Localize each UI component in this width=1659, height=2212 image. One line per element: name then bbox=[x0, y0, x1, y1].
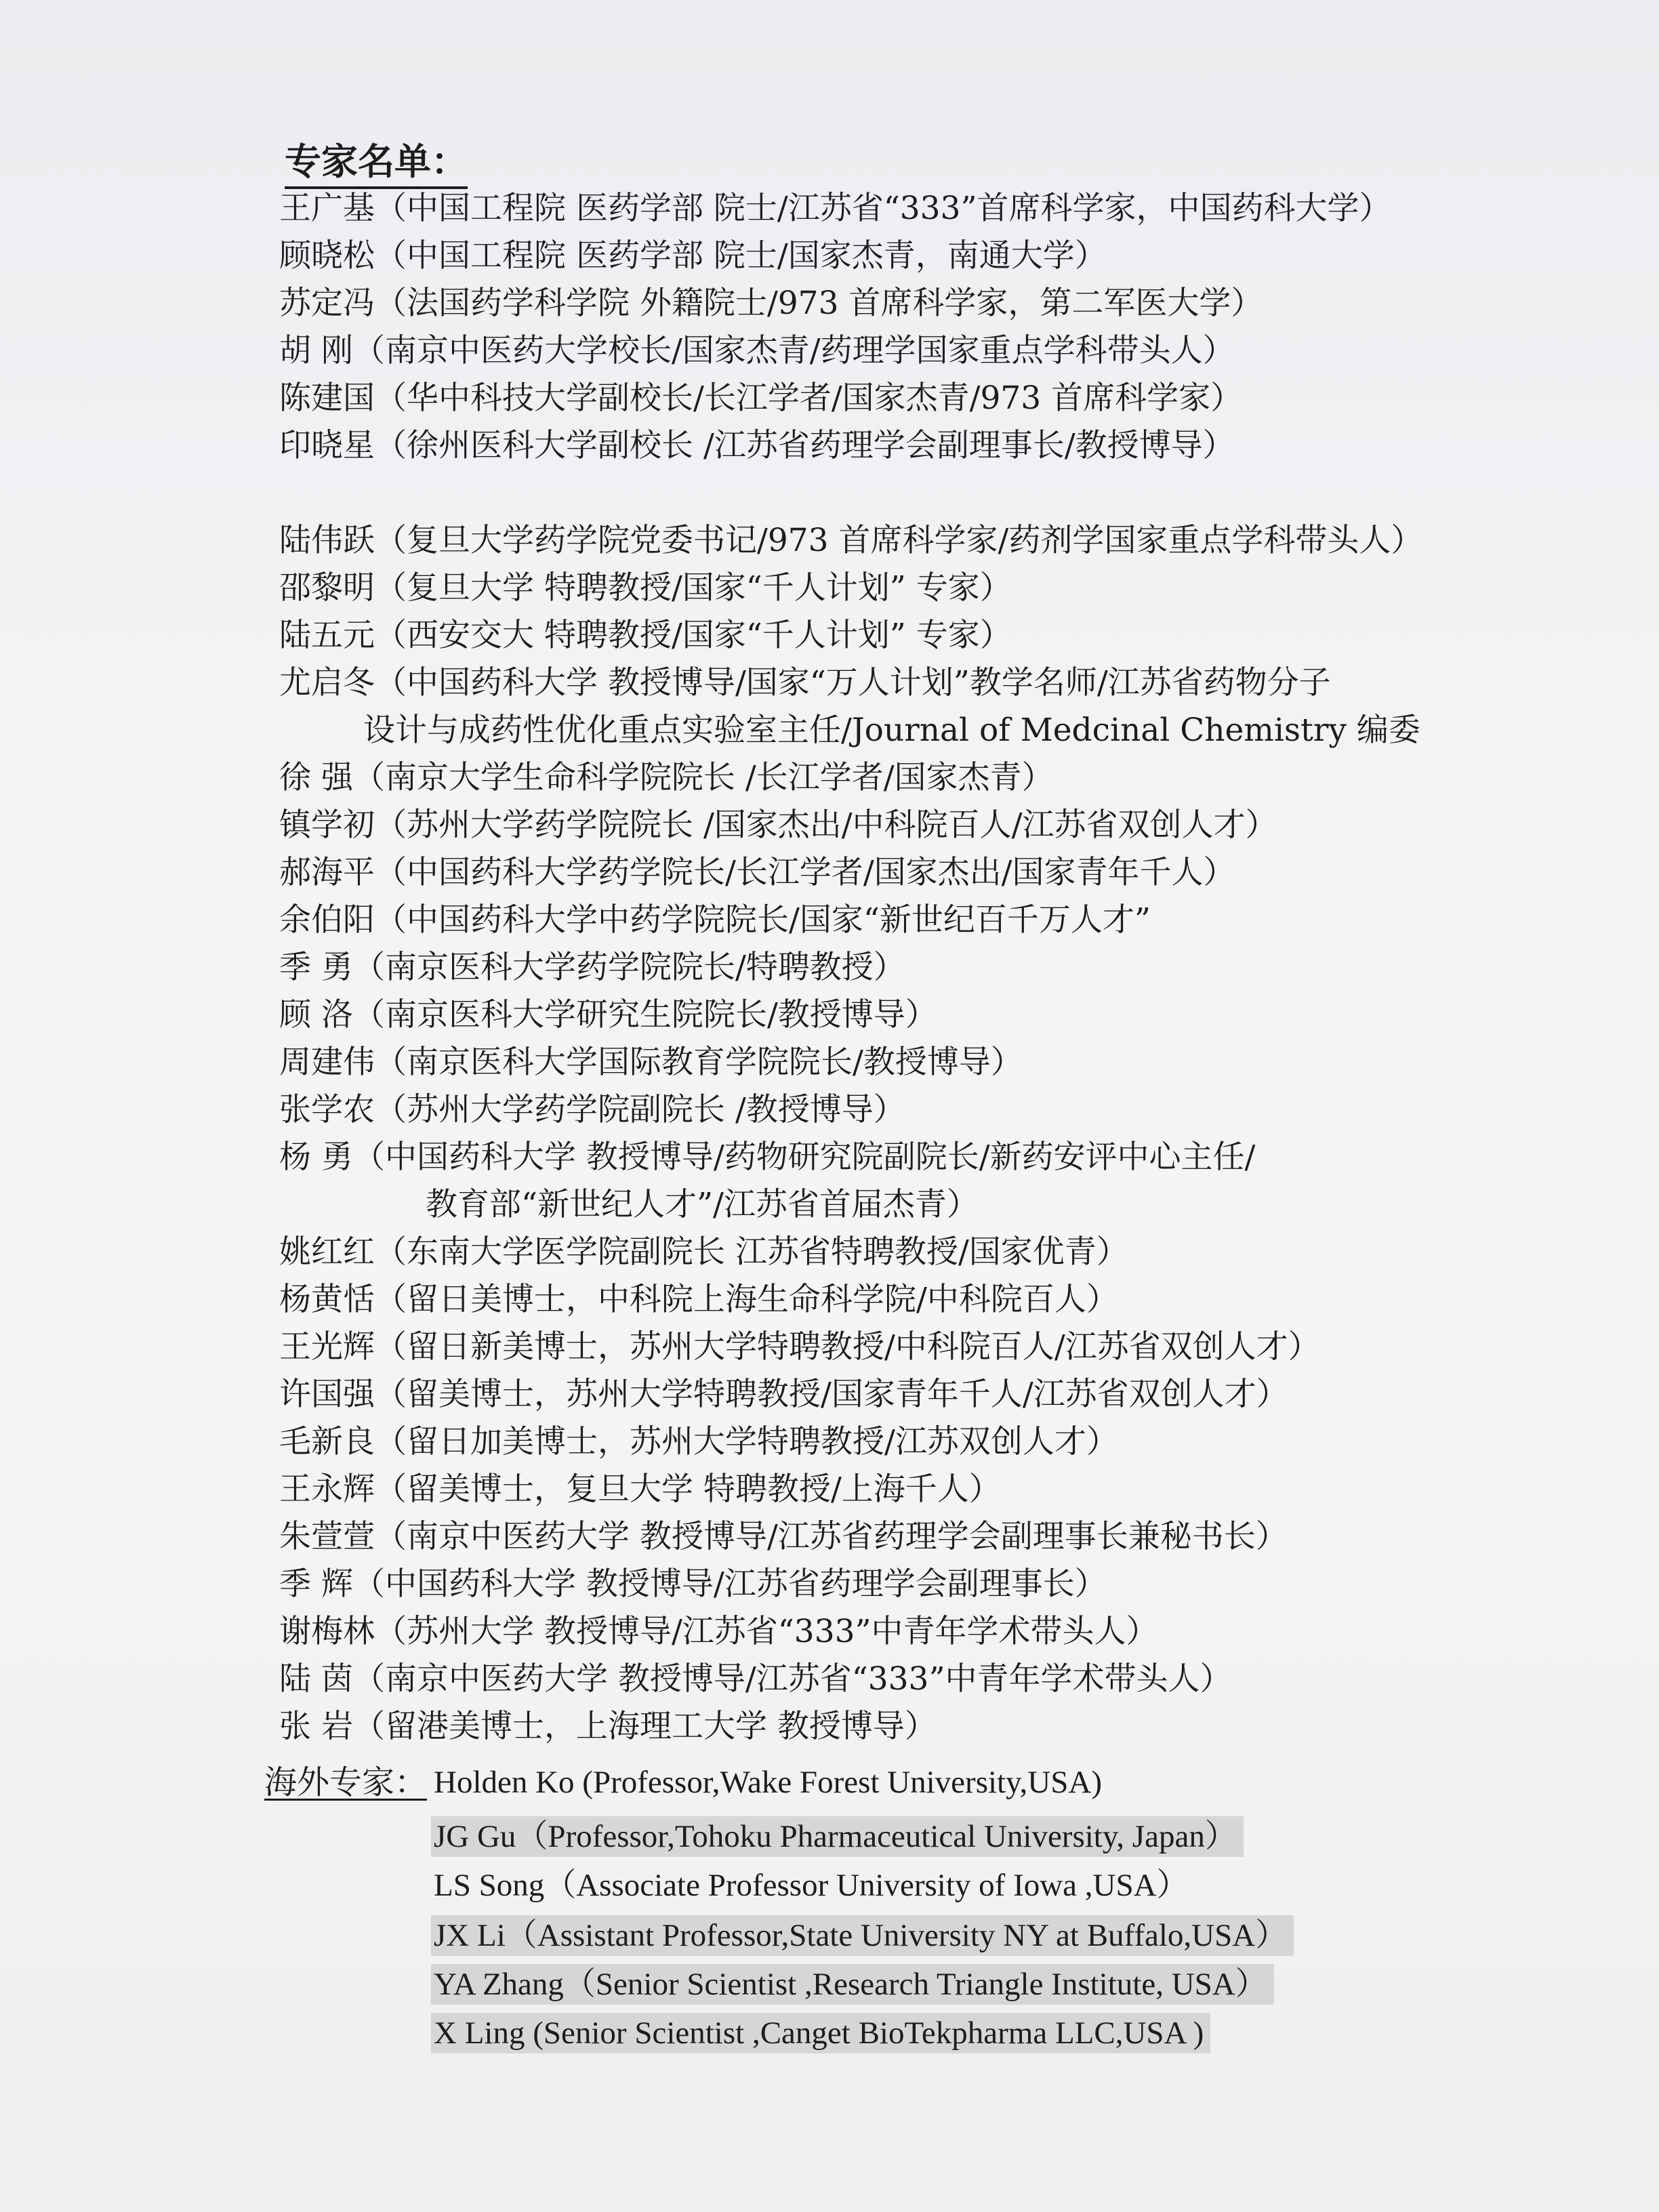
expert-desc: （留美博士，复旦大学 特聘教授/上海千人） bbox=[375, 1471, 1001, 1508]
expert-name: 王光辉 bbox=[279, 1328, 375, 1366]
expert-row bbox=[279, 900, 1151, 941]
expert-row bbox=[279, 1469, 1001, 1510]
expert-name: 胡 刚 bbox=[279, 332, 353, 369]
expert-desc: （法国药学科学院 外籍院士/973 首席科学家，第二军医大学） bbox=[375, 285, 1263, 322]
expert-row bbox=[279, 663, 1331, 703]
expert-name: 杨 勇 bbox=[279, 1139, 353, 1176]
expert-desc: （华中科技大学副校长/长江学者/国家杰青/973 首席科学家） bbox=[375, 380, 1243, 417]
expert-row bbox=[279, 188, 1391, 229]
expert-name: 陆 茵 bbox=[279, 1660, 353, 1698]
expert-desc: （中国药科大学 教授博导/药物研究院副院长/新药安评中心主任/ bbox=[352, 1139, 1256, 1176]
expert-name: 杨黄恬 bbox=[279, 1281, 375, 1318]
expert-desc: （复旦大学 特聘教授/国家“千人计划” 专家） bbox=[375, 569, 1012, 607]
expert-row bbox=[279, 947, 905, 988]
expert-row bbox=[279, 236, 1107, 276]
expert-desc: （中国药科大学中药学院院长/国家“新世纪百千万人才” bbox=[375, 901, 1151, 939]
expert-desc: （南京中医药大学 教授博导/江苏省药理学会副理事长兼秘书长） bbox=[375, 1518, 1288, 1555]
expert-desc: （南京医科大学研究生院院长/教授博导） bbox=[352, 996, 937, 1033]
expert-name: 郝海平 bbox=[279, 854, 375, 891]
expert-desc: （南京中医药大学 教授博导/江苏省“333”中青年学术带头人） bbox=[352, 1660, 1232, 1698]
expert-row bbox=[279, 1659, 1232, 1700]
expert-row bbox=[279, 853, 1235, 893]
expert-desc-continued: 教育部“新世纪人才”/江苏省首届杰青） bbox=[426, 1186, 979, 1223]
expert-desc: （中国工程院 医药学部 院士/江苏省“333”首席科学家，中国药科大学） bbox=[375, 190, 1391, 227]
expert-row bbox=[279, 331, 1235, 371]
overseas-expert: X Ling (Senior Scientist ,Canget BioTekpharma LLC,USA ) bbox=[431, 2013, 1210, 2053]
expert-row bbox=[279, 1564, 1107, 1605]
expert-row bbox=[279, 1706, 937, 1747]
expert-name: 王广基 bbox=[279, 190, 375, 227]
expert-desc: （复旦大学药学院党委书记/973 首席科学家/药剂学国家重点学科带头人） bbox=[375, 522, 1423, 559]
expert-name: 季 勇 bbox=[279, 949, 353, 986]
expert-name: 谢梅林 bbox=[279, 1613, 375, 1650]
overseas-expert: JG Gu（Professor,Tohoku Pharmaceutical University, Japan） bbox=[431, 1816, 1244, 1857]
expert-row bbox=[279, 1612, 1158, 1652]
expert-row bbox=[279, 615, 1012, 656]
expert-name: 姚红红 bbox=[279, 1233, 375, 1271]
expert-name: 许国强 bbox=[279, 1376, 375, 1413]
expert-name: 季 辉 bbox=[279, 1565, 353, 1603]
expert-row bbox=[279, 520, 1422, 561]
expert-name: 镇学初 bbox=[279, 806, 375, 844]
expert-name: 邵黎明 bbox=[279, 569, 375, 607]
expert-desc-continued: 设计与成药性优化重点实验室主任/Journal of Medcinal Chemistry 编委 bbox=[363, 712, 1420, 749]
expert-desc: （东南大学医学院副院长 江苏省特聘教授/国家优青） bbox=[375, 1233, 1128, 1271]
expert-desc: （留日新美博士，苏州大学特聘教授/中科院百人/江苏省双创人才） bbox=[375, 1328, 1320, 1366]
expert-desc: （南京医科大学国际教育学院院长/教授博导） bbox=[375, 1044, 1023, 1081]
expert-row bbox=[279, 758, 1054, 798]
overseas-expert: Holden Ko (Professor,Wake Forest University,USA) bbox=[434, 1765, 1102, 1800]
expert-name: 周建伟 bbox=[279, 1044, 375, 1081]
expert-desc: （留港美博士，上海理工大学 教授博导） bbox=[352, 1708, 937, 1745]
expert-row bbox=[279, 1232, 1128, 1273]
expert-name: 顾晓松 bbox=[279, 237, 375, 274]
expert-row bbox=[279, 283, 1263, 324]
expert-row bbox=[279, 1374, 1288, 1415]
expert-name: 余伯阳 bbox=[279, 901, 375, 939]
expert-name: 毛新良 bbox=[279, 1423, 375, 1460]
expert-row bbox=[279, 1327, 1320, 1368]
overseas-expert: YA Zhang（Senior Scientist ,Research Triangle Institute, USA） bbox=[431, 1964, 1274, 2005]
expert-desc: （南京医科大学药学院院长/特聘教授） bbox=[352, 949, 905, 986]
expert-desc: （中国药科大学 教授博导/江苏省药理学会副理事长） bbox=[352, 1565, 1107, 1603]
expert-name: 苏定冯 bbox=[279, 285, 375, 322]
expert-row bbox=[279, 1517, 1288, 1557]
expert-row bbox=[279, 1279, 1118, 1320]
expert-desc: （留日美博士，中科院上海生命科学院/中科院百人） bbox=[375, 1281, 1118, 1318]
expert-desc: （南京大学生命科学院院长 /长江学者/国家杰青） bbox=[352, 759, 1054, 796]
expert-desc: （苏州大学 教授博导/江苏省“333”中青年学术带头人） bbox=[375, 1613, 1158, 1650]
expert-row bbox=[279, 1042, 1023, 1083]
expert-row bbox=[279, 568, 1012, 609]
expert-desc: （西安交大 特聘教授/国家“千人计划” 专家） bbox=[375, 617, 1012, 654]
overseas-experts-label: 海外专家： bbox=[264, 1763, 428, 1801]
expert-row bbox=[279, 805, 1277, 846]
expert-name: 陆五元 bbox=[279, 617, 375, 654]
expert-row bbox=[279, 426, 1235, 466]
expert-name: 尤启冬 bbox=[279, 664, 375, 701]
expert-row bbox=[279, 995, 937, 1036]
expert-desc: （留美博士，苏州大学特聘教授/国家青年千人/江苏省双创人才） bbox=[375, 1376, 1288, 1413]
expert-name: 顾 洛 bbox=[279, 996, 353, 1033]
expert-name: 张 岩 bbox=[279, 1708, 353, 1745]
page-title: 专家名单： bbox=[285, 133, 468, 189]
expert-name: 印晓星 bbox=[279, 427, 375, 464]
overseas-expert: JX Li（Assistant Professor,State University NY at Buffalo,USA） bbox=[431, 1915, 1294, 1956]
overseas-expert: LS Song（Associate Professor University of Iowa ,USA） bbox=[434, 1868, 1189, 1903]
expert-row bbox=[279, 378, 1242, 419]
expert-row bbox=[279, 1422, 1118, 1462]
expert-desc: （中国药科大学 教授博导/国家“万人计划”教学名师/江苏省药物分子 bbox=[375, 664, 1331, 701]
expert-row bbox=[279, 1137, 1255, 1178]
expert-desc: （苏州大学药学院院长 /国家杰出/中科院百人/江苏省双创人才） bbox=[375, 806, 1277, 844]
expert-name: 朱萱萱 bbox=[279, 1518, 375, 1555]
expert-desc: （中国药科大学药学院长/长江学者/国家杰出/国家青年千人） bbox=[375, 854, 1235, 891]
expert-desc: （南京中医药大学校长/国家杰青/药理学国家重点学科带头人） bbox=[352, 332, 1235, 369]
expert-desc: （留日加美博士，苏州大学特聘教授/江苏双创人才） bbox=[375, 1423, 1118, 1460]
expert-desc: （苏州大学药学院副院长 /教授博导） bbox=[375, 1091, 905, 1128]
expert-name: 张学农 bbox=[279, 1091, 375, 1128]
expert-row bbox=[279, 1090, 905, 1130]
expert-name: 徐 强 bbox=[279, 759, 353, 796]
expert-desc: （中国工程院 医药学部 院士/国家杰青，南通大学） bbox=[375, 237, 1107, 274]
expert-desc: （徐州医科大学副校长 /江苏省药理学会副理事长/教授博导） bbox=[375, 427, 1235, 464]
expert-name: 陈建国 bbox=[279, 380, 375, 417]
expert-name: 王永辉 bbox=[279, 1471, 375, 1508]
expert-name: 陆伟跃 bbox=[279, 522, 375, 559]
